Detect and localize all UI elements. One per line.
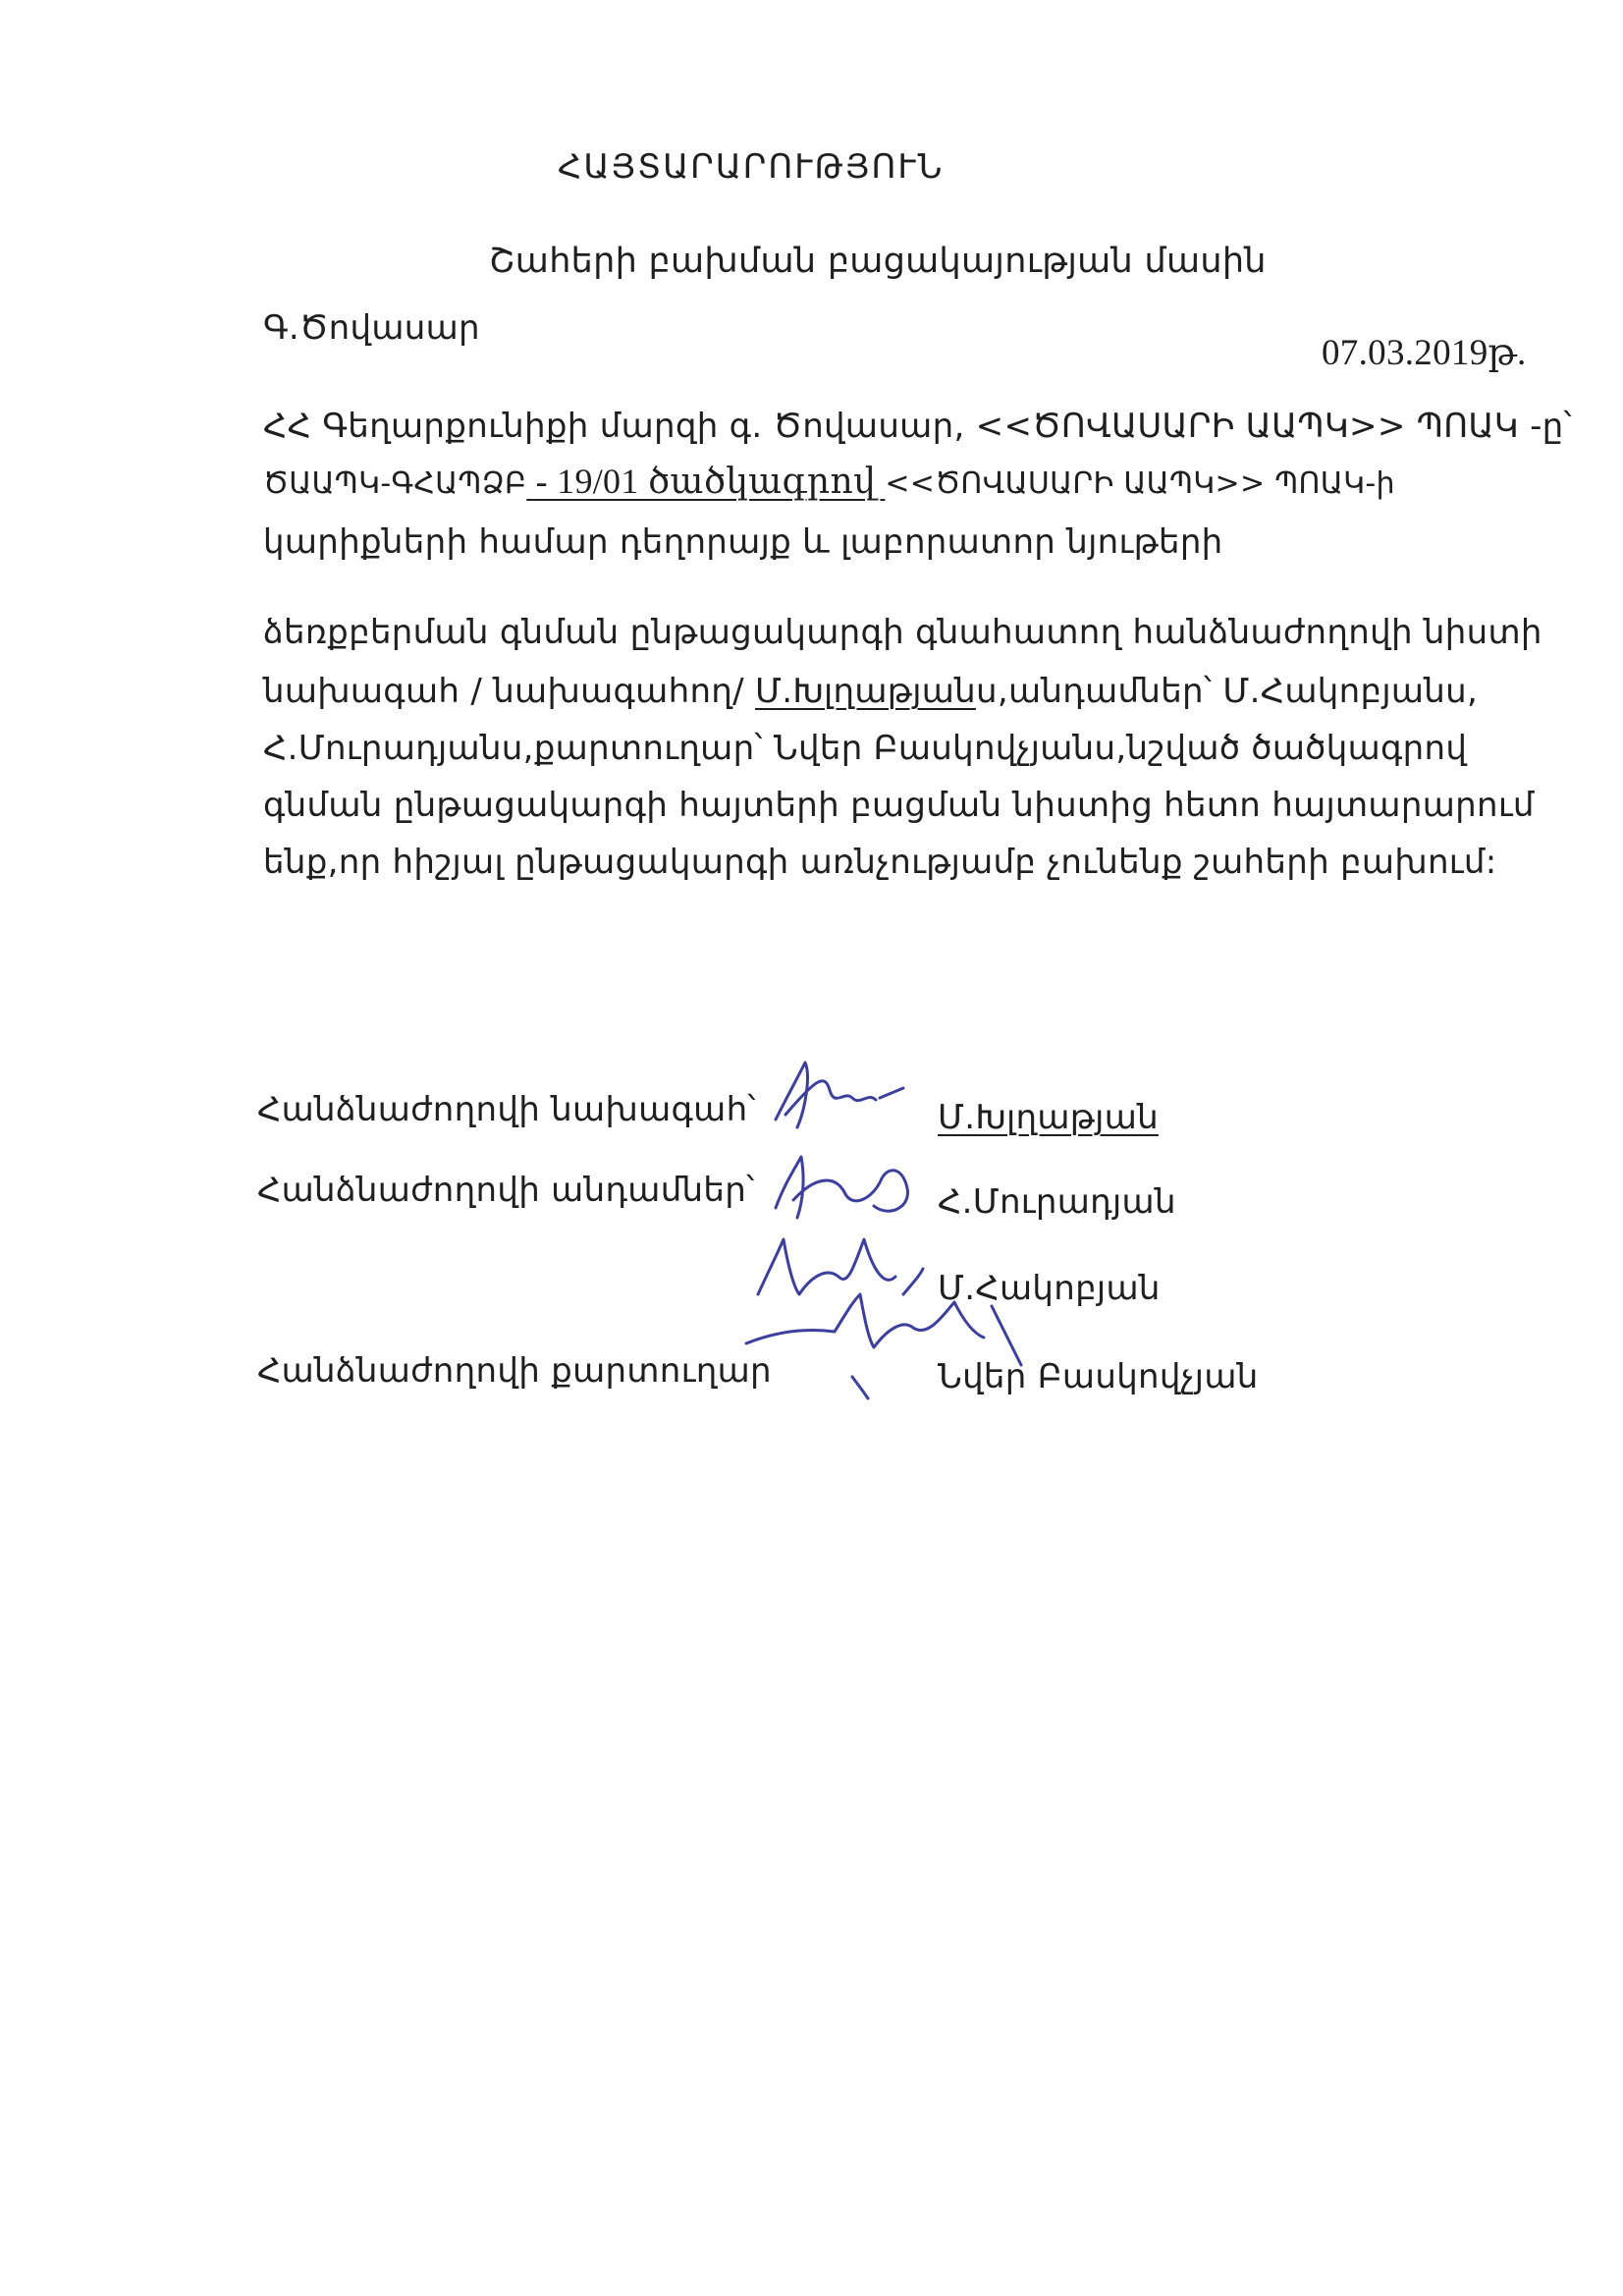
body-line-5 [263, 670, 1478, 713]
procurement-code-number: - 19/01 ծածկագրով [526, 462, 886, 501]
organization-name: <<ԾՈՎԱՍԱՐԻ ԱԱՊԿ>> ՊՈԱԿ-ի [885, 466, 1395, 501]
body-line-8: ենք,որ հիշյալ ընթացակարգի առնչությամբ չունենք շահերի բախում: [263, 843, 1497, 882]
chair-name: Մ.Խլղաթյան [938, 1098, 1159, 1137]
member-1-name: Հ.Մուրադյան [938, 1182, 1176, 1222]
document-title: ՀԱՅՏԱՐԱՐՈՒԹՅՈՒՆ [558, 147, 945, 187]
chair-label: Հանձնաժողովի նախագահ՝ [257, 1090, 756, 1129]
place-of-issue: Գ.Ծովասար [263, 308, 480, 348]
signature-member-1 [776, 1157, 907, 1218]
signature-member-2 [758, 1239, 923, 1294]
members-label: Հանձնաժողովի անդամներ՝ [257, 1171, 755, 1210]
secretary-name: Նվեր Բասկովչյան [938, 1357, 1259, 1396]
secretary-label: Հանձնաժողովի քարտուղար [257, 1351, 772, 1391]
body-line-6: Հ.Մուրադյանս,քարտուղար՝ Նվեր Բասկովչյանս,նշված ծածկագրով [263, 729, 1468, 768]
members-inline: ս,անդամներ՝ Մ.Հակոբյանս, [976, 672, 1479, 711]
body-line-2 [263, 460, 1395, 506]
procurement-code-prefix: ԾԱԱՊԿ-ԳՀԱՊՁԲ [263, 466, 527, 501]
body-line-1: ՀՀ Գեղարքունիքի մարզի գ. Ծովասար, <<ԾՈՎԱՍԱՐԻ ԱԱՊԿ>> ՊՈԱԿ -ը՝ [263, 407, 1572, 446]
chair-name-inline: Մ.Խլղաթյան [755, 672, 977, 711]
member-2-name: Մ.Հակոբյան [938, 1269, 1161, 1308]
body-line-7: գնման ընթացակարգի հայտերի բացման նիստից հետո հայտարարում [263, 786, 1535, 825]
document-date: 07.03.2019թ. [1322, 333, 1527, 373]
body-line-3: կարիքների համար դեղորայք և լաբորատոր նյութերի [263, 522, 1223, 562]
signature-chair [776, 1063, 903, 1127]
body-line-4: ձեռքբերման գնման ընթացակարգի գնահատող հանձնաժողովի նիստի [263, 613, 1542, 652]
document-subtitle: Շահերի բախման բացակայության մասին [489, 242, 1267, 281]
chair-role-text: նախագահ / նախագահող/ [263, 672, 756, 711]
